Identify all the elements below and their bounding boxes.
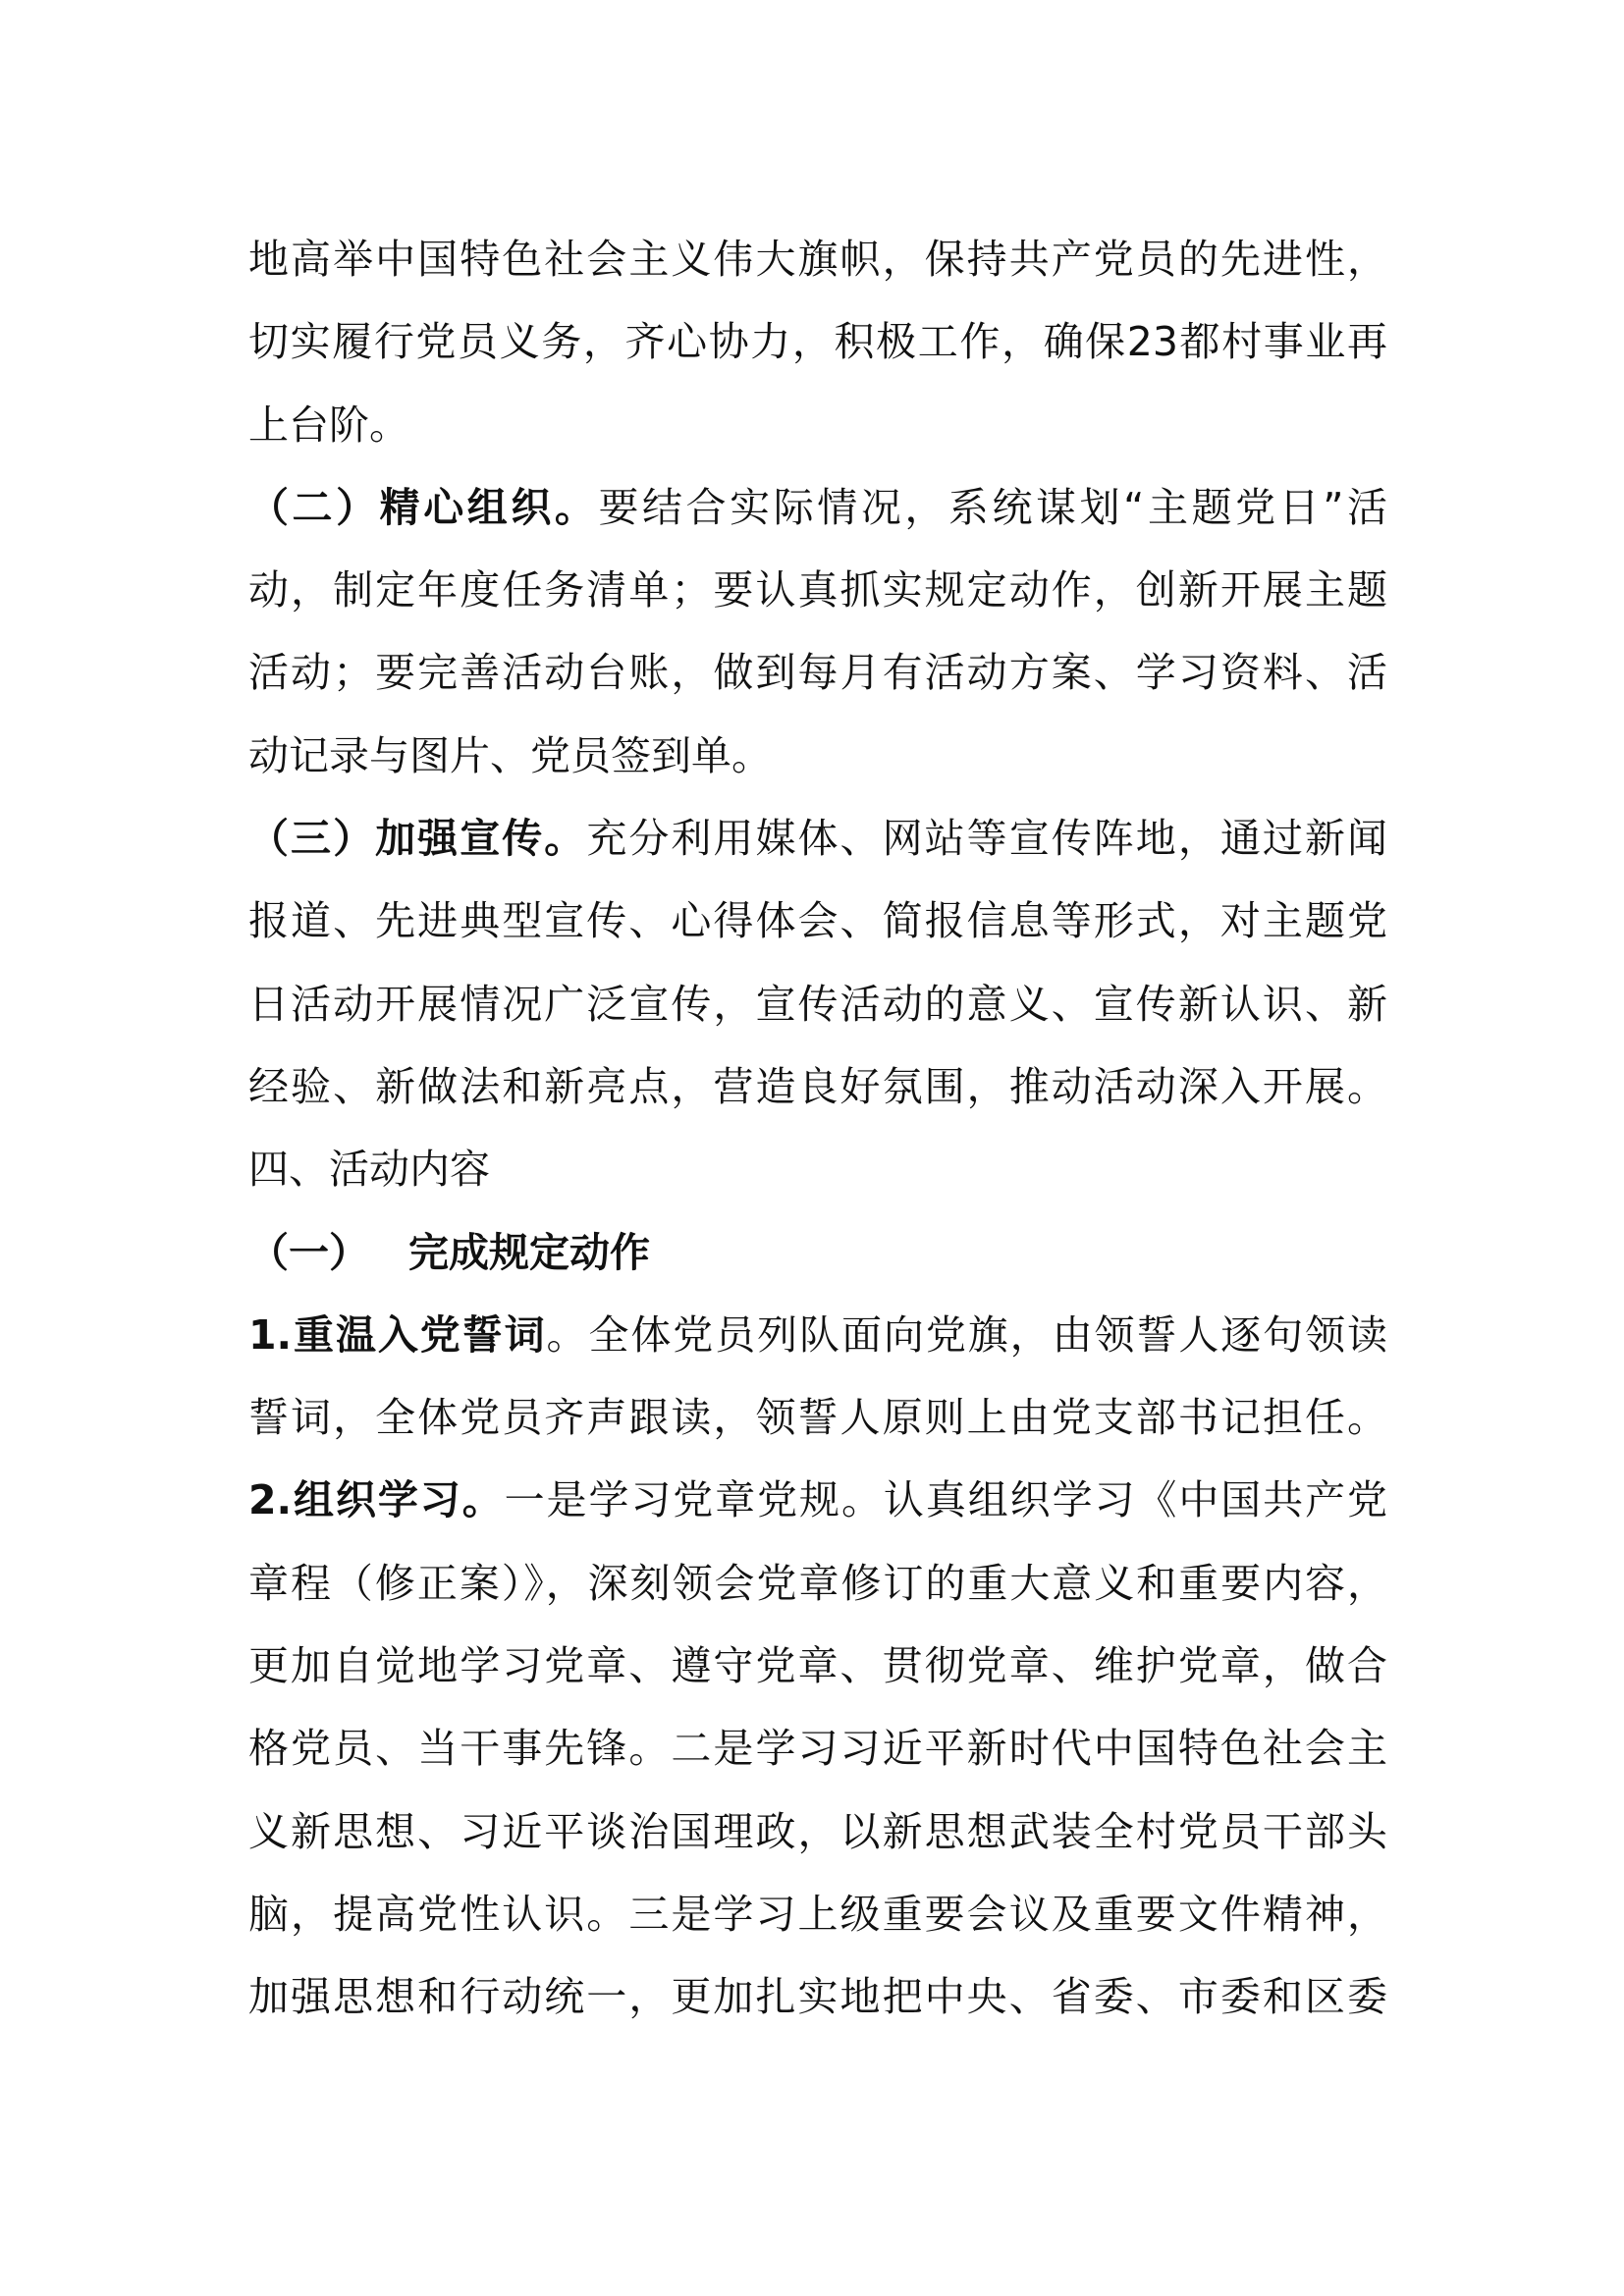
line-text: 章程（修正案）》，深刻领会党章修订的重大意义和重要内容， xyxy=(248,1560,1387,1607)
section-heading-san xyxy=(248,809,1387,868)
line-text: 地高举中国特色社会主义伟大旗帜，保持共产党员的先进性， xyxy=(248,236,1387,283)
text-line-10 xyxy=(248,975,1387,1034)
line-text: 报道、先进典型宣传、心得体会、简报信息等形式，对主题党 xyxy=(248,897,1387,944)
line-text: 充分利用媒体、网站等宣传阵地，通过新闻 xyxy=(586,815,1388,862)
text-line-20 xyxy=(248,1802,1387,1861)
item-heading-oath xyxy=(248,1306,1387,1364)
line-text: 要结合实际情况，系统谋划“主题党日”活 xyxy=(598,484,1387,531)
text-line-22 xyxy=(248,1967,1387,2026)
text-line-11 xyxy=(248,1057,1387,1116)
subsection-title-yi xyxy=(248,1223,1387,1282)
line-text: 切实履行党员义务，齐心协力，积极工作，确保23都村事业再 xyxy=(248,318,1387,365)
line-text: 活动；要完善活动台账，做到每月有活动方案、学习资料、活 xyxy=(248,649,1387,696)
line-text: 动，制定年度任务清单；要认真抓实规定动作，创新开展主题 xyxy=(248,566,1387,614)
item-label: 1.重温入党誓词 xyxy=(248,1311,547,1359)
line-text: 经验、新做法和新亮点，营造良好氛围，推动活动深入开展。 xyxy=(248,1063,1387,1110)
line-text: 格党员、当干事先锋。二是学习习近平新时代中国特色社会主 xyxy=(248,1725,1387,1772)
line-text: 。全体党员列队面向党旗，由领誓人逐句领读 xyxy=(546,1311,1388,1359)
text-line-19 xyxy=(248,1719,1387,1778)
text-line-2 xyxy=(248,312,1387,371)
line-text: 脑，提高党性认识。三是学习上级重要会议及重要文件精神， xyxy=(248,1891,1387,1938)
subheading-label: （三）加强宣传。 xyxy=(248,815,587,862)
subsection-number: （一） xyxy=(248,1229,369,1276)
subsection-title-text: 完成规定动作 xyxy=(408,1229,650,1276)
subheading-label: （二）精心组织。 xyxy=(248,484,599,531)
item-label: 2.组织学习。 xyxy=(248,1476,505,1523)
line-text: 上台阶。 xyxy=(248,401,409,449)
text-line-18 xyxy=(248,1636,1387,1695)
line-text: 义新思想、习近平谈治国理政，以新思想武装全村党员干部头 xyxy=(248,1808,1387,1855)
section-title-activity-content xyxy=(248,1140,1387,1199)
line-text: 更加自觉地学习党章、遵守党章、贯彻党章、维护党章，做合 xyxy=(248,1642,1387,1689)
text-line-1 xyxy=(248,230,1387,289)
line-text: 日活动开展情况广泛宣传，宣传活动的意义、宣传新认识、新 xyxy=(248,981,1387,1028)
text-line-6 xyxy=(248,643,1387,702)
item-heading-study xyxy=(248,1470,1387,1529)
section-heading-er xyxy=(248,478,1387,537)
text-line-15 xyxy=(248,1388,1387,1447)
text-line-9 xyxy=(248,891,1387,950)
text-line-3 xyxy=(248,396,1387,454)
line-text: 誓词，全体党员齐声跟读，领誓人原则上由党支部书记担任。 xyxy=(248,1394,1387,1441)
text-line-5 xyxy=(248,561,1387,619)
text-line-21 xyxy=(248,1885,1387,1944)
section-title-text: 四、活动内容 xyxy=(248,1146,490,1193)
line-text: 动记录与图片、党员签到单。 xyxy=(248,732,772,779)
line-text: 加强思想和行动统一，更加扎实地把中央、省委、市委和区委 xyxy=(248,1973,1387,2020)
line-text: 一是学习党章党规。认真组织学习《中国共产党 xyxy=(504,1476,1388,1523)
text-line-17 xyxy=(248,1554,1387,1613)
text-line-7 xyxy=(248,726,1387,785)
